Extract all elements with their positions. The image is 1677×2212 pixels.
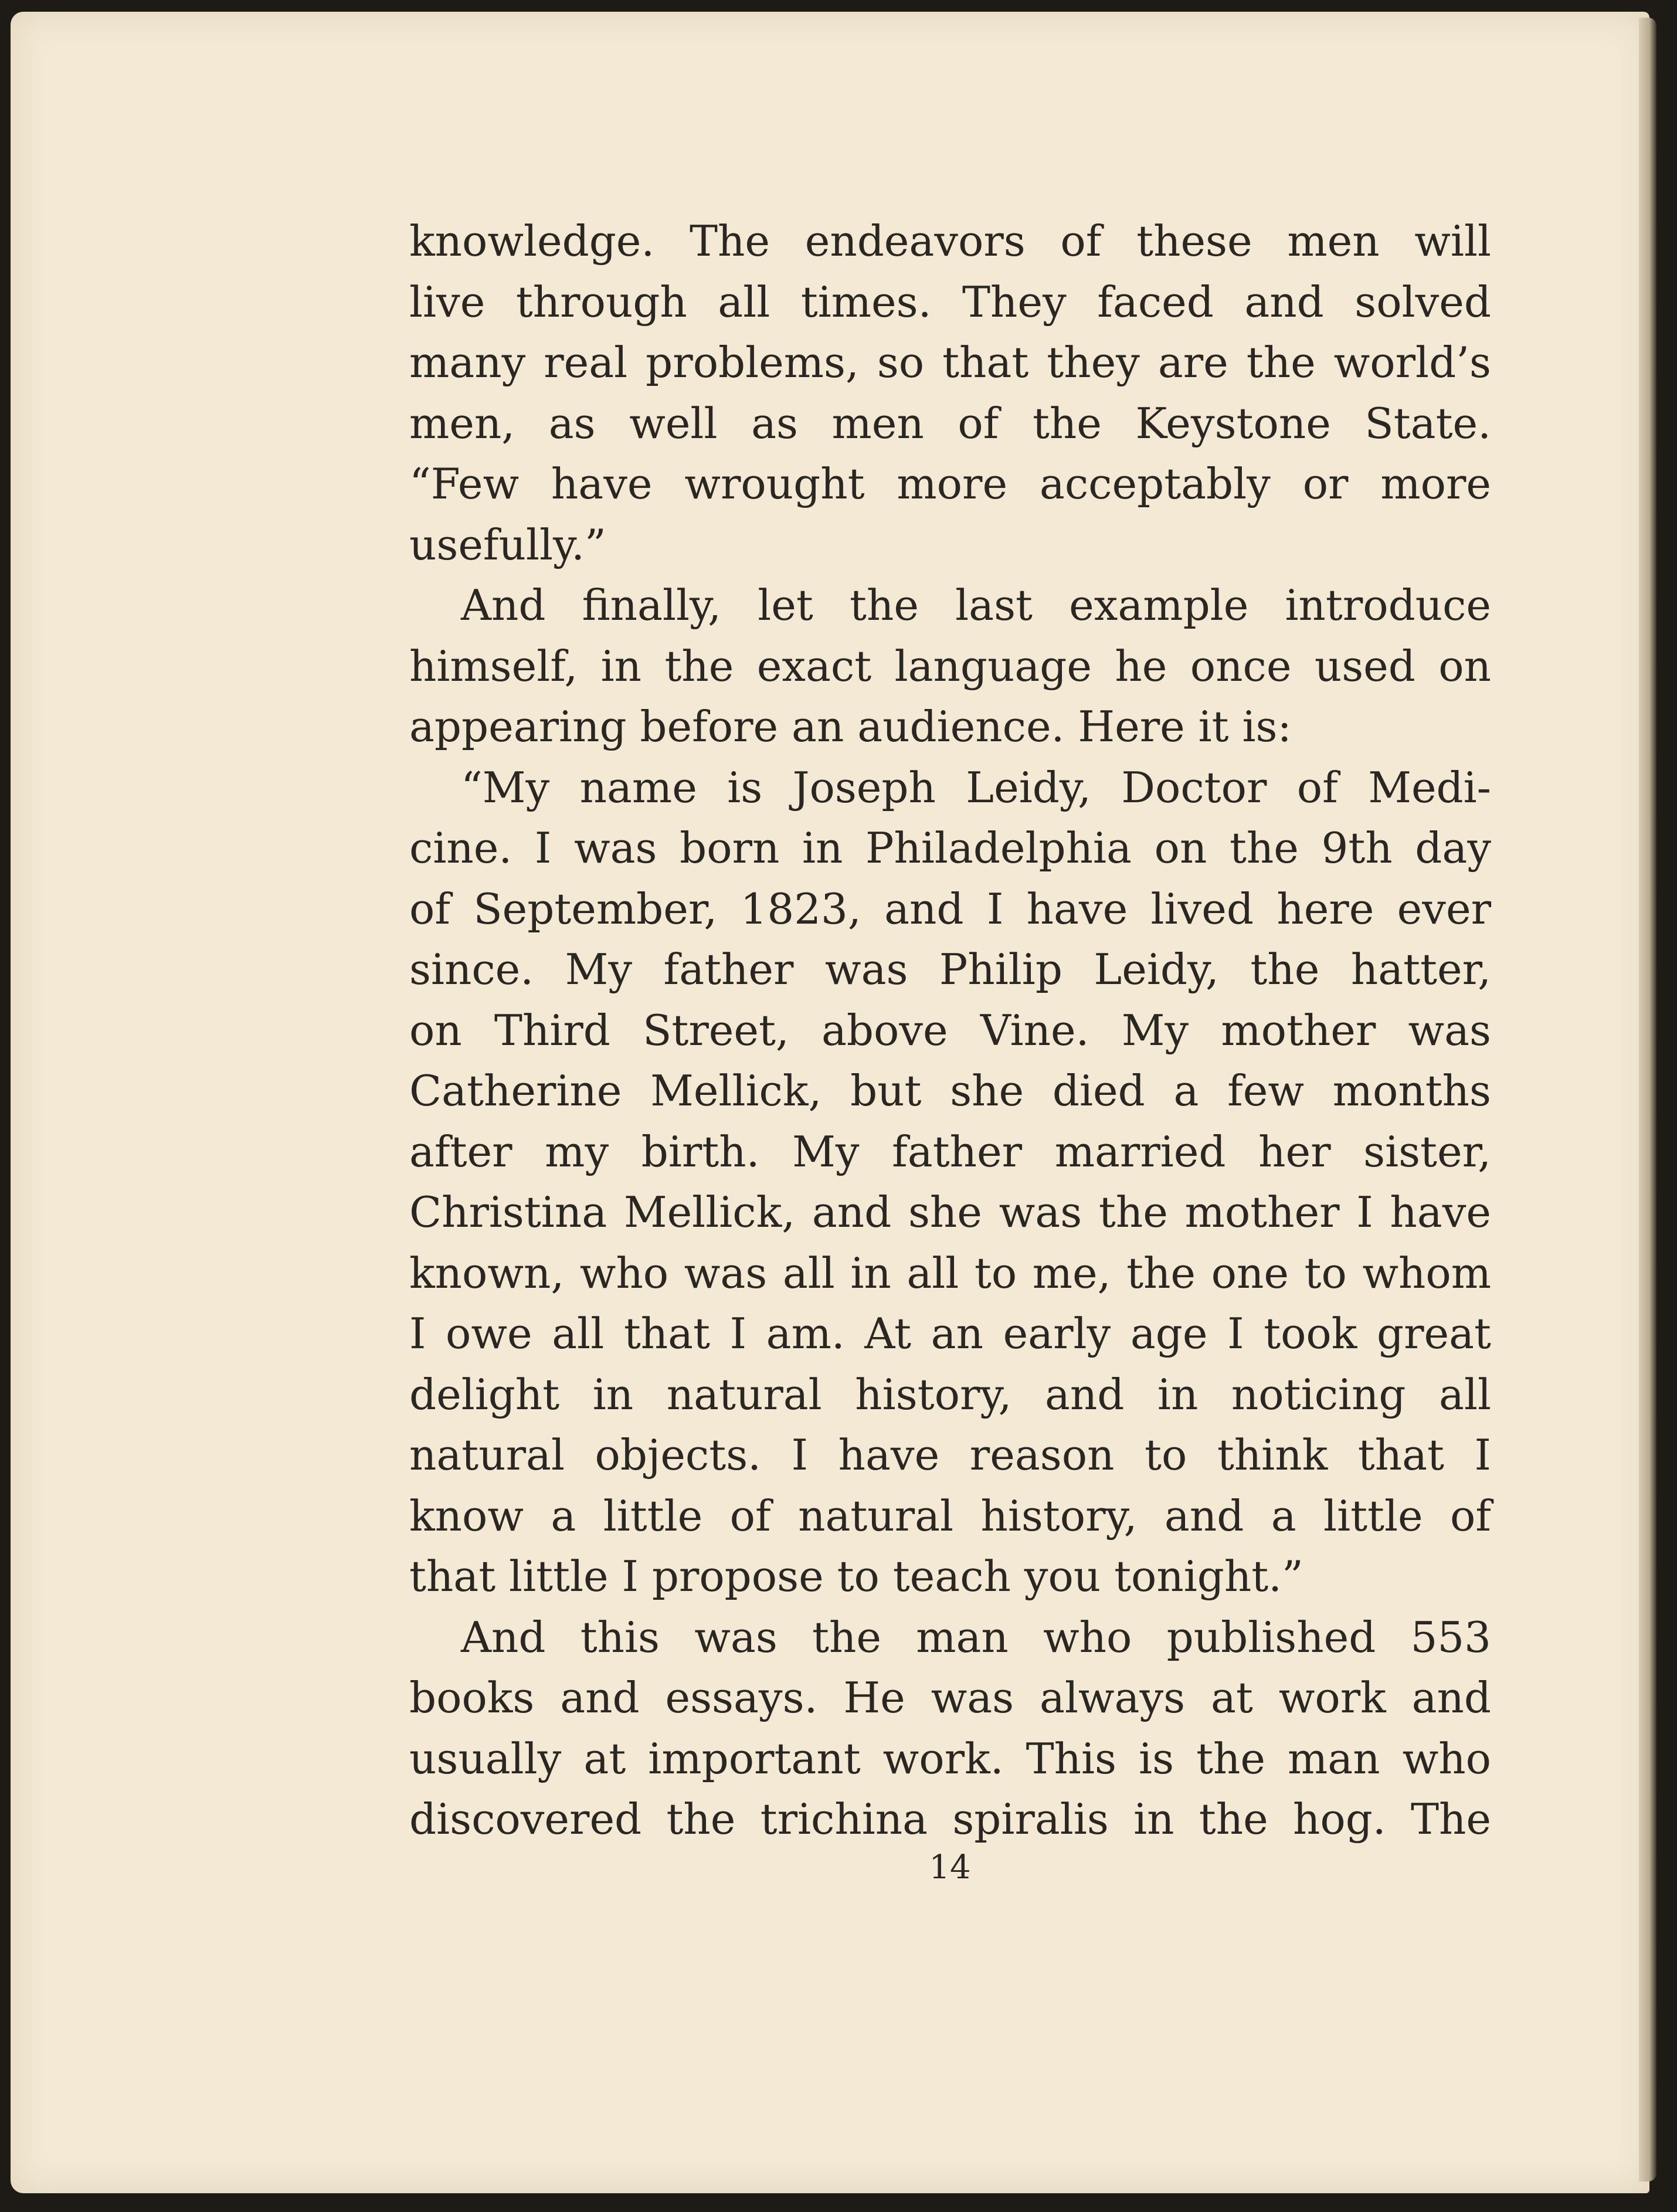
text-line: after my birth. My father married her sister, <box>409 1127 1491 1176</box>
text-line: cine. I was born in Philadelphia on the 9th day <box>409 823 1491 873</box>
text-line: appearing before an audience. Here it is: <box>409 702 1292 751</box>
body-text <box>409 211 1491 1850</box>
text-line: knowledge. The endeavors of these men will <box>409 216 1491 266</box>
text-line: know a little of natural history, and a little of <box>409 1491 1491 1541</box>
page-number: 14 <box>929 1848 971 1887</box>
text-line: live through all times. They faced and solved <box>409 277 1491 327</box>
text-line: usually at important work. This is the man who <box>409 1733 1491 1783</box>
text-line: known, who was all in all to me, the one to whom <box>409 1248 1491 1298</box>
text-line: of September, 1823, and I have lived here ever <box>409 884 1491 934</box>
text-line: on Third Street, above Vine. My mother was <box>409 1005 1491 1055</box>
text-line: books and essays. He was always at work and <box>409 1673 1491 1722</box>
text-line: “Few have wrought more acceptably or more <box>409 459 1491 508</box>
text-line: I owe all that I am. At an early age I took great <box>409 1309 1491 1358</box>
text-line: usefully.” <box>409 520 606 569</box>
text-line: that little I propose to teach you tonight.” <box>409 1552 1303 1601</box>
text-line: Catherine Mellick, but she died a few months <box>409 1066 1491 1115</box>
text-line: since. My father was Philip Leidy, the hatter, <box>409 945 1491 994</box>
text-line: And this was the man who published 553 <box>461 1612 1491 1662</box>
page-edge <box>1639 18 1656 2182</box>
text-line: And finally, let the last example introduce <box>461 581 1491 630</box>
text-line: “My name is Joseph Leidy, Doctor of Medi- <box>461 762 1491 812</box>
text-line: himself, in the exact language he once used on <box>409 641 1491 691</box>
text-line: many real problems, so that they are the world’s <box>409 338 1491 387</box>
text-line: Christina Mellick, and she was the mother I have <box>409 1188 1491 1237</box>
text-line: discovered the trichina spiralis in the hog. The <box>409 1794 1491 1844</box>
text-line: delight in natural history, and in noticing all <box>409 1369 1491 1419</box>
text-line: natural objects. I have reason to think that I <box>409 1430 1491 1480</box>
text-line: men, as well as men of the Keystone State. <box>409 398 1491 448</box>
